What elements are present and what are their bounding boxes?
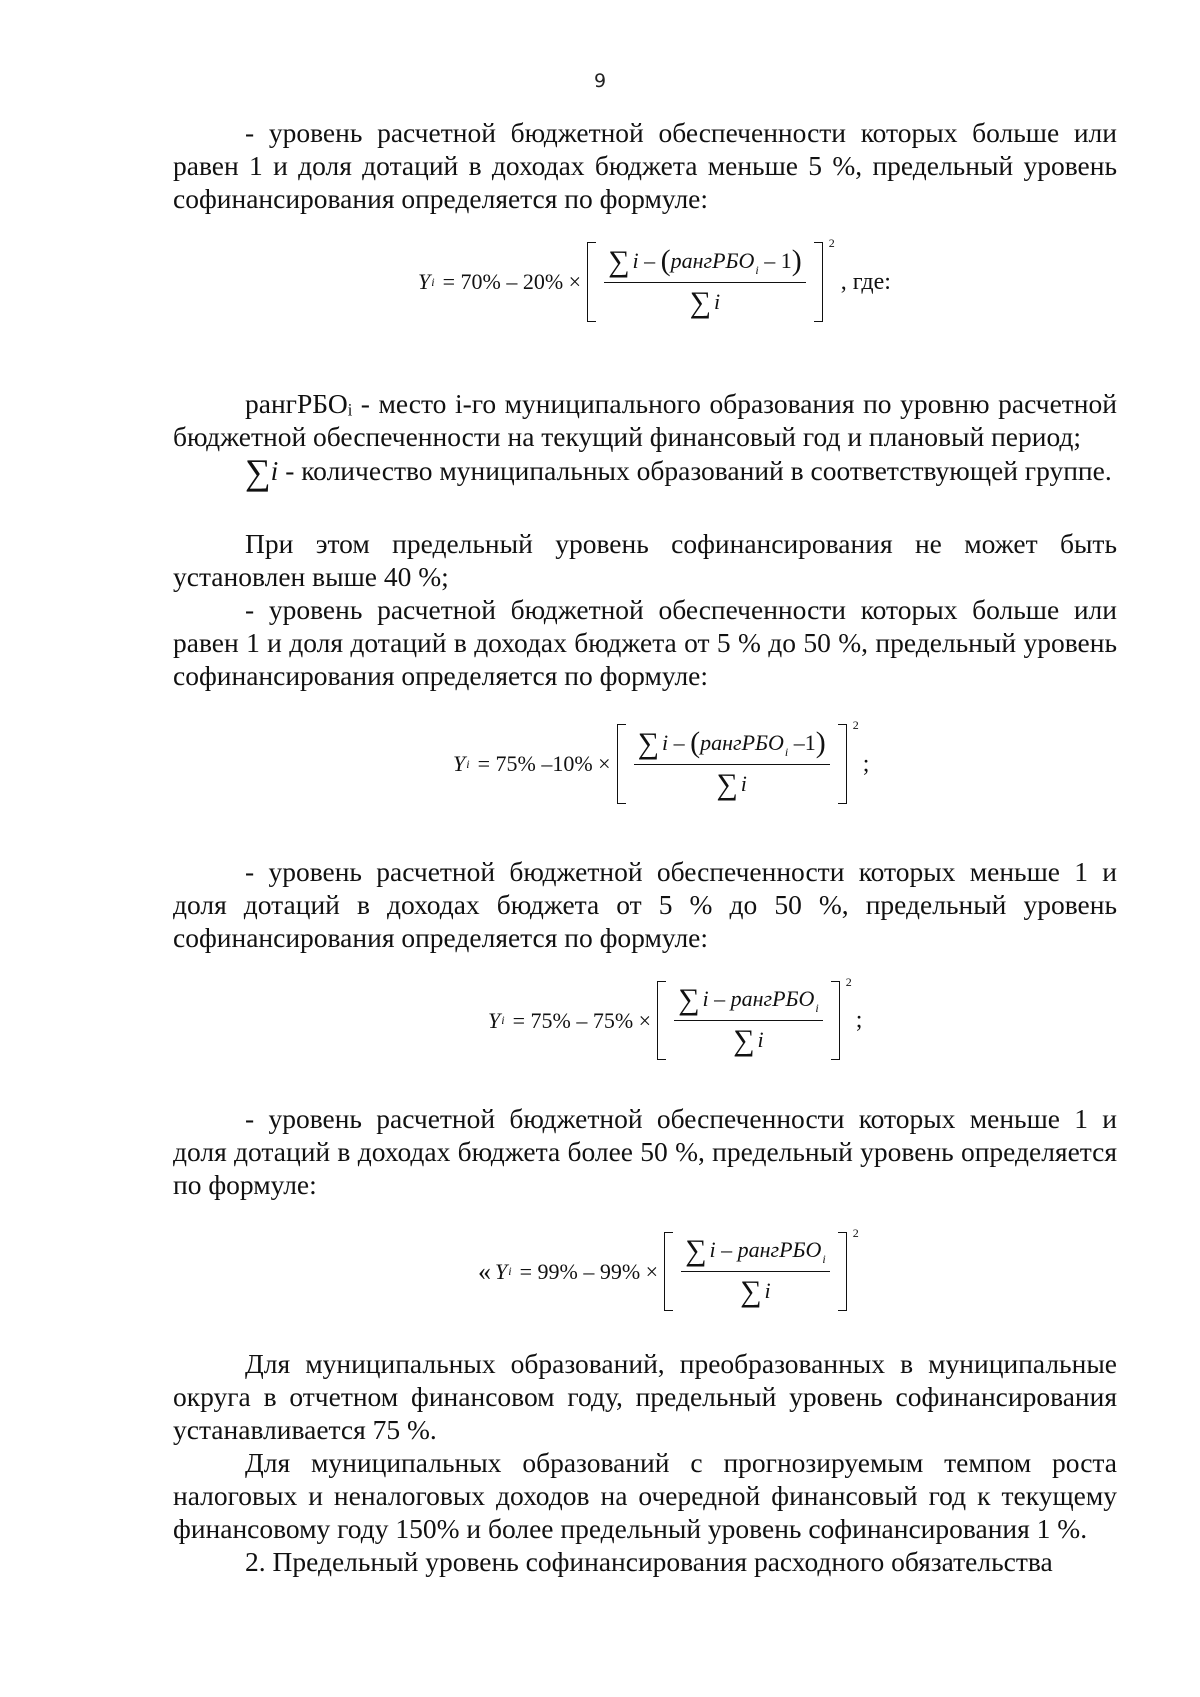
sigma-symbol: ∑ <box>678 983 700 1016</box>
rank-sub: i <box>784 745 789 759</box>
sigma-symbol: ∑ <box>740 1275 762 1308</box>
rank-term: рангРБО <box>670 248 755 273</box>
formula-1-denominator <box>690 283 721 320</box>
sigma-symbol: ∑ <box>245 452 271 492</box>
rank-sub: i <box>815 1001 819 1015</box>
formula-3-lhs-sub: i <box>501 1013 505 1027</box>
left-bracket <box>664 1232 673 1311</box>
right-bracket <box>838 724 847 804</box>
power-2: 2 <box>852 1226 859 1240</box>
left-bracket <box>587 242 596 322</box>
close-paren: ) <box>815 726 826 759</box>
formula-1-lhs: Y <box>418 269 431 294</box>
denominator-variable: i <box>740 771 747 796</box>
formula-3-denominator <box>733 1021 764 1058</box>
rank-sub: i <box>755 263 759 277</box>
formula-4-numerator <box>681 1234 830 1272</box>
right-bracket <box>814 242 823 322</box>
formula-2-bracket <box>617 718 859 804</box>
formula-1-suffix: , где: <box>840 268 891 295</box>
open-paren: ( <box>660 244 671 277</box>
formula-2-denominator <box>716 765 747 802</box>
power-2: 2 <box>828 236 835 250</box>
formula-3-lhs: Y <box>488 1007 501 1033</box>
formula-1-bracket <box>587 236 835 322</box>
formula-2-lhs-sub: i <box>466 756 470 771</box>
formula-1-lhs-sub: i <box>431 274 435 289</box>
formula-3-expr: = 75% – 75% × <box>512 1007 652 1033</box>
left-bracket <box>617 724 626 804</box>
paragraph-1: - уровень расчетной бюджетной обеспеченности которых больше или равен 1 и доля дотаций в доходах бюджета меньше 5 %, предельный уровень софинансирования определяется по формуле: <box>173 117 1117 214</box>
rank-sub: i <box>822 1252 826 1266</box>
formula-3 <box>488 975 863 1060</box>
numerator-variable: i – <box>632 248 656 273</box>
right-bracket <box>831 981 840 1060</box>
numerator-variable: i – <box>661 730 685 755</box>
formula-3-fraction <box>666 981 831 1060</box>
denominator-variable: i <box>764 1278 771 1303</box>
right-bracket <box>838 1232 847 1311</box>
formula-4-expr: = 99% – 99% × <box>519 1258 659 1284</box>
sigma-symbol: ∑ <box>637 727 659 760</box>
formula-2-lhs: Y <box>453 751 466 776</box>
numerator-tail: – 1 <box>764 248 792 273</box>
paragraph-5: - уровень расчетной бюджетной обеспеченности которых больше или равен 1 и доля дотаций в доходах бюджета от 5 % до 50 %, предельный уровень софинансирования определяется по формуле: <box>173 594 1117 691</box>
paragraph-9: Для муниципальных образований с прогнозируемым темпом роста налоговых и неналоговых доходов на очередной финансовый год к текущему финансовому году 150% и более предельный уровень софинансирования 1 %. <box>173 1447 1117 1544</box>
close-paren: ) <box>791 244 802 277</box>
paragraph-3-text: - количество муниципальных образований в соответствующей группе. <box>278 455 1112 486</box>
paragraph-3 <box>173 452 1117 492</box>
sigma-symbol: ∑ <box>716 768 738 801</box>
numerator-tail: –1 <box>793 730 816 755</box>
open-paren: ( <box>690 726 701 759</box>
formula-4 <box>478 1226 859 1311</box>
formula-4-lhs-sub: i <box>508 1264 512 1278</box>
numerator-variable: i – рангРБО <box>709 1237 822 1262</box>
formula-4-quote: « <box>478 1256 491 1286</box>
formula-1-fraction <box>596 242 814 322</box>
formula-2-numerator <box>634 726 830 765</box>
formula-4-fraction <box>673 1232 838 1311</box>
formula-2 <box>453 718 870 804</box>
formula-1-numerator <box>604 244 806 283</box>
sigma-symbol: ∑ <box>608 245 630 278</box>
power-2: 2 <box>845 975 852 989</box>
sigma-symbol: ∑ <box>685 1234 707 1267</box>
formula-3-suffix: ; <box>855 1007 863 1033</box>
paragraph-7: - уровень расчетной бюджетной обеспеченности которых меньше 1 и доля дотаций в доходах бюджета более 50 %, предельный уровень определяется по формуле: <box>173 1103 1117 1200</box>
paragraph-10: 2. Предельный уровень софинансирования расходного обязательства <box>245 1546 1053 1577</box>
denominator-variable: i <box>714 289 721 314</box>
denominator-variable: i <box>757 1027 764 1052</box>
sigma-variable: i <box>270 455 279 486</box>
numerator-variable: i – рангРБО <box>702 986 815 1011</box>
formula-2-suffix: ; <box>862 750 870 777</box>
page-number: 9 <box>593 70 607 92</box>
formula-4-denominator <box>740 1272 771 1309</box>
sigma-symbol: ∑ <box>689 286 712 319</box>
formula-2-fraction <box>626 724 838 804</box>
formula-4-bracket <box>664 1226 859 1311</box>
formula-1-expr: = 70% – 20% × <box>442 269 582 294</box>
sigma-symbol: ∑ <box>733 1024 755 1057</box>
formula-3-bracket <box>657 975 852 1060</box>
formula-2-expr: = 75% –10% × <box>477 751 611 776</box>
power-2: 2 <box>852 718 859 732</box>
paragraph-4: При этом предельный уровень софинансирования не может быть установлен выше 40 %; <box>173 528 1117 592</box>
formula-1 <box>418 236 891 322</box>
paragraph-2: рангРБОᵢ - место i-го муниципального образования по уровню расчетной бюджетной обеспеченности на текущий финансовый год и плановый период; <box>173 388 1117 452</box>
formula-3-numerator <box>674 983 823 1021</box>
formula-4-lhs: Y <box>495 1258 508 1284</box>
rank-term: рангРБО <box>700 730 784 755</box>
left-bracket <box>657 981 666 1060</box>
paragraph-8: Для муниципальных образований, преобразованных в муниципальные округа в отчетном финансовом году, предельный уровень софинансирования устанавливается 75 %. <box>173 1348 1117 1445</box>
paragraph-6: - уровень расчетной бюджетной обеспеченности которых меньше 1 и доля дотаций в доходах бюджета от 5 % до 50 %, предельный уровень софинансирования определяется по формуле: <box>173 856 1117 953</box>
